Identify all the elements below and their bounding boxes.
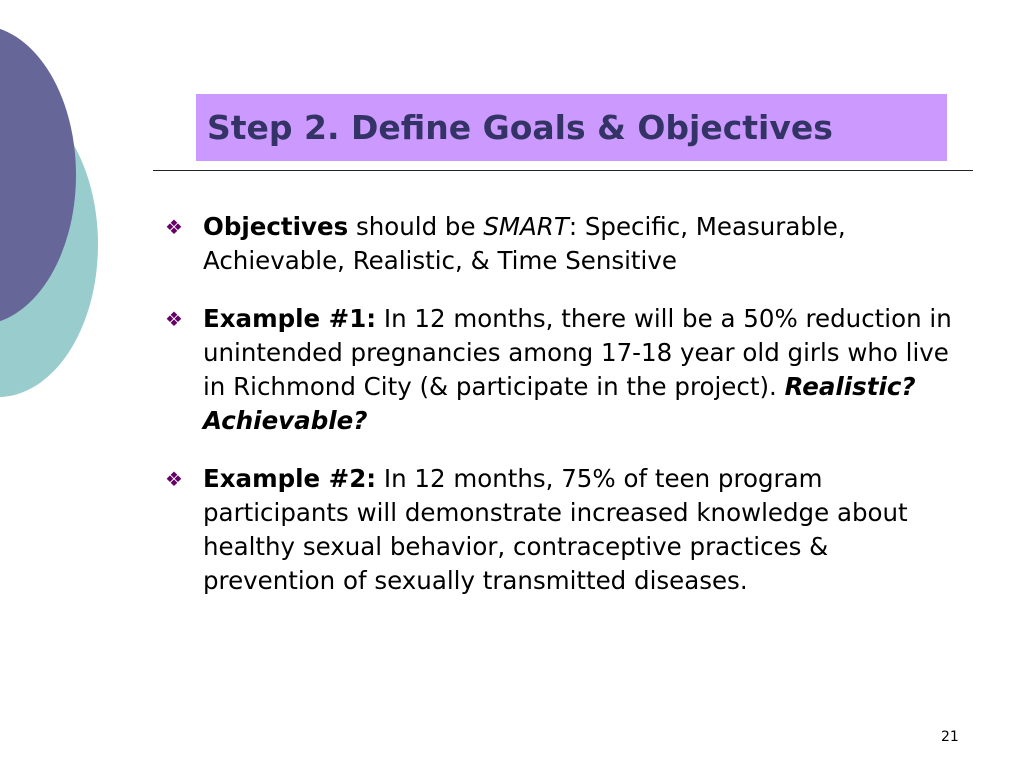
page-number: 21 — [941, 729, 959, 745]
title-divider — [153, 170, 973, 171]
bullet-list — [165, 210, 965, 622]
bullet-item-objectives — [165, 210, 965, 278]
bullet-text: In 12 months, there will be a 50% reduction in unintended pregnancies among 17-18 year old girls who live in Richmond City (& participate in the project). — [203, 304, 952, 401]
bullet-text: In 12 months, 75% of teen program participants will demonstrate increased knowledge about healthy sexual behavior, contraceptive practices & prevention of sexually transmitted diseases. — [203, 464, 908, 595]
diamond-bullet-icon: ❖ — [165, 215, 183, 239]
slide-title: Step 2. Define Goals & Objectives — [207, 108, 833, 147]
bullet-lead: Example #2: — [203, 464, 377, 493]
bullet-text: : Specific, Measurable, Achievable, Realistic, & Time Sensitive — [203, 212, 846, 275]
bullet-item-example-1 — [165, 302, 965, 438]
title-banner — [196, 94, 947, 161]
diamond-bullet-icon: ❖ — [165, 307, 183, 331]
bullet-lead: Example #1: — [203, 304, 377, 333]
bullet-text: should be — [348, 212, 484, 241]
bullet-item-example-2 — [165, 462, 965, 598]
bullet-emphasis: Realistic? Achievable? — [203, 372, 916, 435]
bullet-italic-term: SMART — [483, 212, 569, 241]
bullet-lead: Objectives — [203, 212, 349, 241]
diamond-bullet-icon: ❖ — [165, 467, 183, 491]
